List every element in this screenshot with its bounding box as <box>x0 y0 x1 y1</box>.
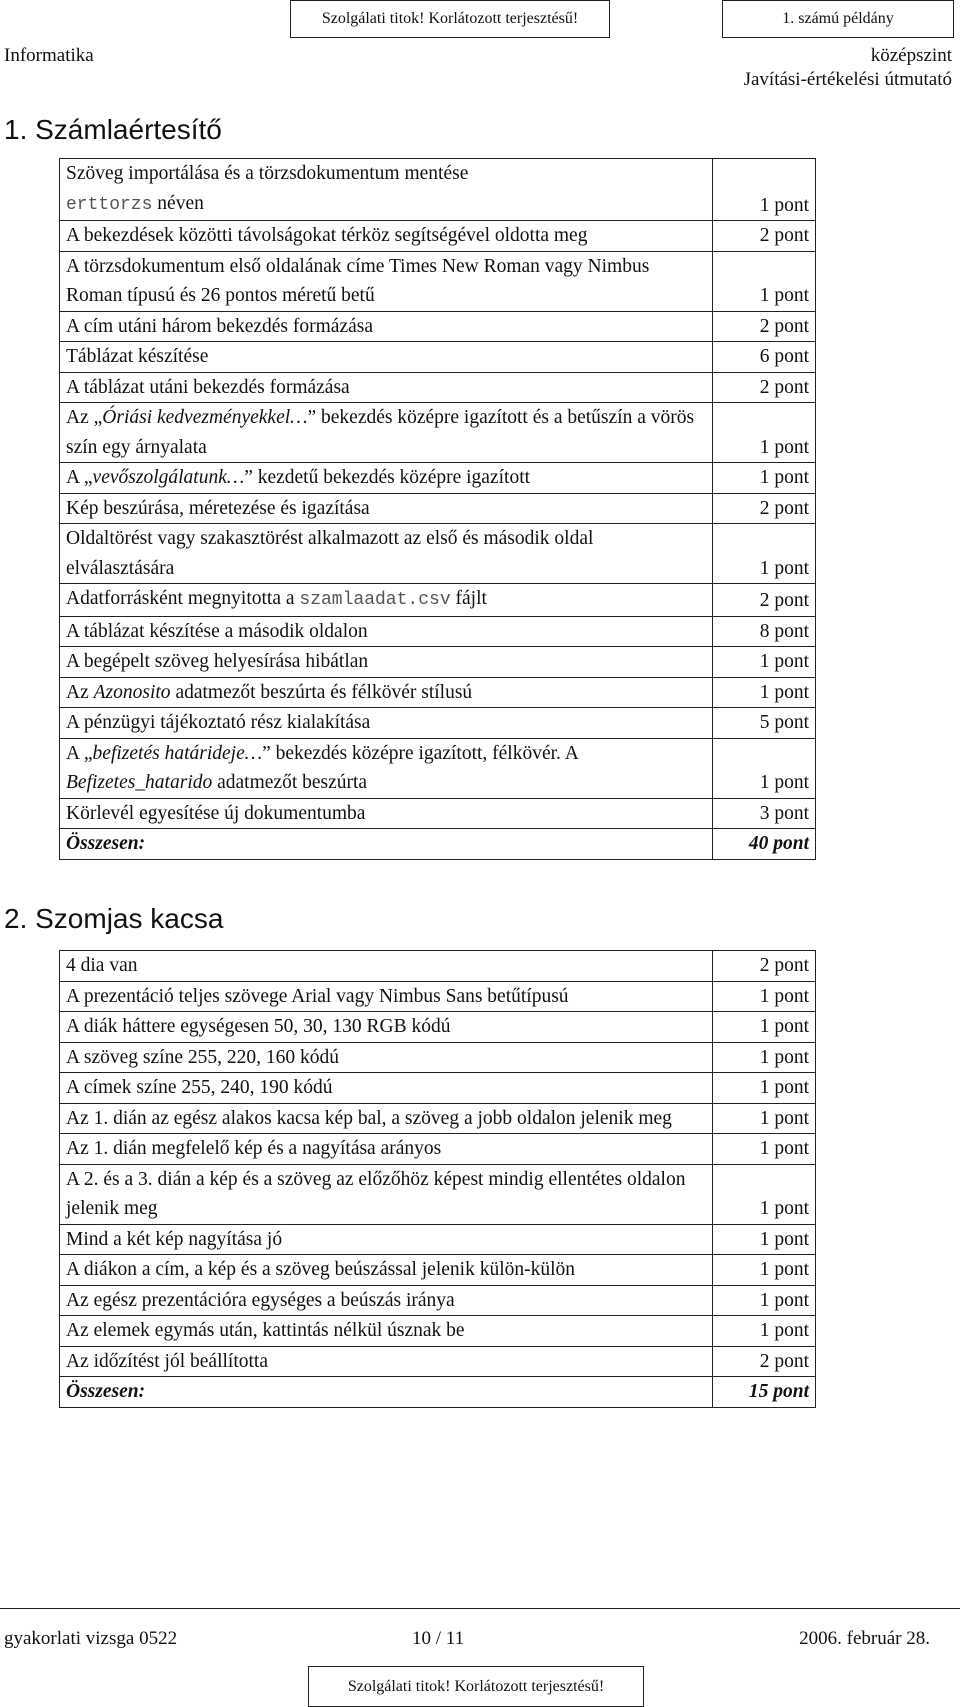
criterion-text: A diákon a cím, a kép és a szöveg beúszással jelenik külön-külön <box>60 1255 713 1286</box>
criterion-points: 1 pont <box>713 1012 816 1043</box>
criterion-text: Az 1. dián az egész alakos kacsa kép bal, a szöveg a jobb oldalon jelenik meg <box>60 1103 713 1134</box>
total-label: Összesen: <box>60 1377 713 1408</box>
table-row <box>60 1164 816 1224</box>
criterion-text: Szöveg importálása és a törzsdokumentum mentése erttorzs néven <box>60 159 713 221</box>
confidential-notice-bottom: Szolgálati titok! Korlátozott terjesztésű! <box>308 1666 644 1707</box>
criterion-text: A táblázat készítése a második oldalon <box>60 616 713 647</box>
table-row <box>60 584 816 617</box>
criterion-points: 1 pont <box>713 647 816 678</box>
criterion-points: 1 pont <box>713 1255 816 1286</box>
footer-date: 2006. február 28. <box>799 1628 930 1649</box>
table-row <box>60 1316 816 1347</box>
footer-exam-label: gyakorlati vizsga 0522 <box>4 1628 178 1649</box>
total-points: 15 pont <box>713 1377 816 1408</box>
criterion-points: 2 pont <box>713 311 816 342</box>
criterion-points: 1 pont <box>713 1224 816 1255</box>
criterion-points: 1 pont <box>713 1073 816 1104</box>
criterion-text: Az egész prezentációra egységes a beúszás iránya <box>60 1285 713 1316</box>
criterion-text: A 2. és a 3. dián a kép és a szöveg az előzőhöz képest mindig ellentétes oldalon jelenik meg <box>60 1164 713 1224</box>
criterion-text: A prezentáció teljes szövege Arial vagy Nimbus Sans betűtípusú <box>60 981 713 1012</box>
table-row <box>60 738 816 798</box>
table-row <box>60 616 816 647</box>
criterion-points: 2 pont <box>713 221 816 252</box>
table-row <box>60 647 816 678</box>
criterion-points: 1 pont <box>713 1164 816 1224</box>
criterion-text: A cím utáni három bekezdés formázása <box>60 311 713 342</box>
table-row <box>60 1042 816 1073</box>
criterion-points: 3 pont <box>713 798 816 829</box>
table-row <box>60 1255 816 1286</box>
criterion-points: 1 pont <box>713 403 816 463</box>
criterion-points: 1 pont <box>713 1042 816 1073</box>
table-row <box>60 1285 816 1316</box>
table-row-total <box>60 1377 816 1408</box>
criterion-points: 1 pont <box>713 738 816 798</box>
criterion-text: Az „Óriási kedvezményekkel…” bekezdés középre igazított és a betűszín a vörös szín egy árnyalata <box>60 403 713 463</box>
table-row <box>60 463 816 494</box>
section-1-title: 1. Számlaértesítő <box>4 114 222 145</box>
criterion-text: Oldaltörést vagy szakasztörést alkalmazott az első és második oldal elválasztására <box>60 524 713 584</box>
table-row <box>60 524 816 584</box>
total-points: 40 pont <box>713 829 816 860</box>
criterion-text: Táblázat készítése <box>60 342 713 373</box>
total-label: Összesen: <box>60 829 713 860</box>
copy-number-label: 1. számú példány <box>722 0 954 38</box>
criterion-points: 1 pont <box>713 677 816 708</box>
table-row <box>60 372 816 403</box>
table-row <box>60 159 816 221</box>
guide-label: Javítási-értékelési útmutató <box>743 69 952 90</box>
criterion-points: 1 pont <box>713 1134 816 1165</box>
confidential-notice-top: Szolgálati titok! Korlátozott terjesztésű! <box>290 0 610 38</box>
criterion-points: 8 pont <box>713 616 816 647</box>
criterion-text: Mind a két kép nagyítása jó <box>60 1224 713 1255</box>
criterion-text: A pénzügyi tájékoztató rész kialakítása <box>60 708 713 739</box>
footer-divider <box>0 1608 960 1609</box>
criterion-points: 1 pont <box>713 463 816 494</box>
table-row <box>60 951 816 982</box>
criterion-text: Az időzítést jól beállította <box>60 1346 713 1377</box>
section-1-score-table <box>59 158 816 860</box>
section-2-title: 2. Szomjas kacsa <box>4 903 224 934</box>
criterion-points: 2 pont <box>713 493 816 524</box>
criterion-points: 1 pont <box>713 981 816 1012</box>
criterion-text: 4 dia van <box>60 951 713 982</box>
criterion-text: A táblázat utáni bekezdés formázása <box>60 372 713 403</box>
criterion-points: 1 pont <box>713 1103 816 1134</box>
table-row <box>60 981 816 1012</box>
criterion-text: A begépelt szöveg helyesírása hibátlan <box>60 647 713 678</box>
criterion-points: 1 pont <box>713 1285 816 1316</box>
criterion-points: 6 pont <box>713 342 816 373</box>
table-row <box>60 1073 816 1104</box>
criterion-text: Adatforrásként megnyitotta a szamlaadat.csv fájlt <box>60 584 713 617</box>
criterion-points: 2 pont <box>713 1346 816 1377</box>
criterion-text: A bekezdések közötti távolságokat térköz segítségével oldotta meg <box>60 221 713 252</box>
criterion-text: A törzsdokumentum első oldalának címe Times New Roman vagy Nimbus Roman típusú és 26 pontos méretű betű <box>60 251 713 311</box>
criterion-text: Az elemek egymás után, kattintás nélkül úsznak be <box>60 1316 713 1347</box>
criterion-text: A „vevőszolgálatunk…” kezdetű bekezdés középre igazított <box>60 463 713 494</box>
criterion-text: Körlevél egyesítése új dokumentumba <box>60 798 713 829</box>
table-row <box>60 493 816 524</box>
criterion-points: 1 pont <box>713 1316 816 1347</box>
table-row <box>60 708 816 739</box>
criterion-points: 1 pont <box>713 524 816 584</box>
table-row <box>60 1224 816 1255</box>
table-row <box>60 1103 816 1134</box>
table-row <box>60 1134 816 1165</box>
table-row <box>60 342 816 373</box>
criterion-points: 1 pont <box>713 251 816 311</box>
table-row <box>60 251 816 311</box>
criterion-text: A diák háttere egységesen 50, 30, 130 RGB kódú <box>60 1012 713 1043</box>
section-2-score-table <box>59 950 816 1408</box>
subject-label: Informatika <box>4 45 94 66</box>
level-label: középszint <box>870 45 952 66</box>
criterion-points: 1 pont <box>713 159 816 221</box>
table-row <box>60 1346 816 1377</box>
table-row <box>60 221 816 252</box>
criterion-text: Az 1. dián megfelelő kép és a nagyítása arányos <box>60 1134 713 1165</box>
table-row <box>60 403 816 463</box>
criterion-points: 5 pont <box>713 708 816 739</box>
criterion-text: A címek színe 255, 240, 190 kódú <box>60 1073 713 1104</box>
criterion-text: Kép beszúrása, méretezése és igazítása <box>60 493 713 524</box>
criterion-text: A szöveg színe 255, 220, 160 kódú <box>60 1042 713 1073</box>
table-row <box>60 677 816 708</box>
criterion-points: 2 pont <box>713 372 816 403</box>
criterion-points: 2 pont <box>713 584 816 617</box>
footer-page-number: 10 / 11 <box>412 1628 465 1649</box>
table-row <box>60 311 816 342</box>
criterion-points: 2 pont <box>713 951 816 982</box>
table-row <box>60 1012 816 1043</box>
criterion-text: Az Azonosito adatmezőt beszúrta és félkövér stílusú <box>60 677 713 708</box>
table-row <box>60 798 816 829</box>
criterion-text: A „befizetés határideje…” bekezdés középre igazított, félkövér. A Befizetes_hatarido adatmezőt beszúrta <box>60 738 713 798</box>
table-row-total <box>60 829 816 860</box>
